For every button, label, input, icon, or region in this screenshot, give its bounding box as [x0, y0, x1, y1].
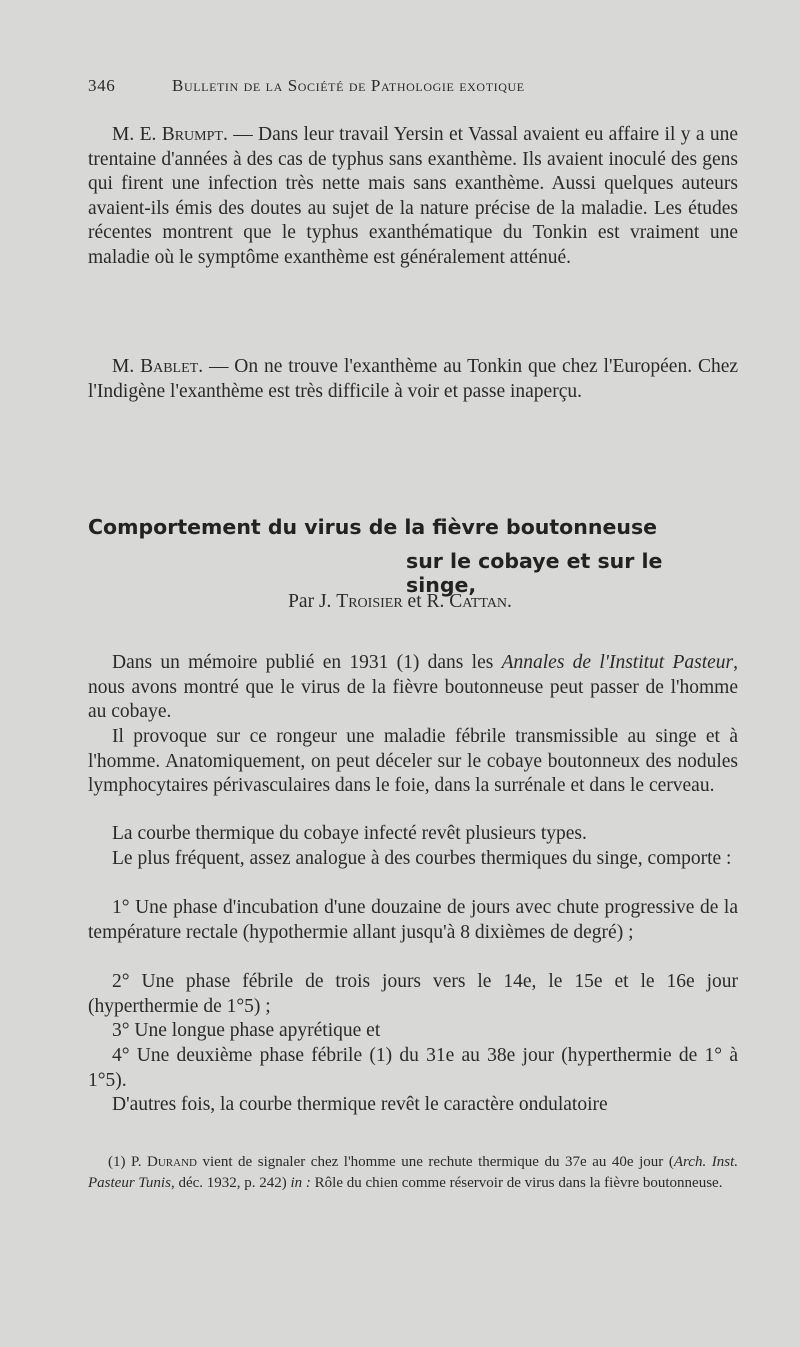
article-title-line2: sur le cobaye et sur le singe,	[406, 549, 663, 597]
list-item-2: 2° Une phase fébrile de trois jours vers le 14e, le 15e et le 16e jour (hyperthermie de 1°5) ;	[88, 971, 738, 1017]
journal-citation: Annales de l'Institut Pasteur	[501, 652, 734, 673]
byline: Par J. Troisier et R. Cattan.	[288, 591, 512, 612]
footnote-author: Durand	[147, 1154, 197, 1170]
bablet-text: — On ne trouve l'exanthème au Tonkin que chez l'Européen. Chez l'Indigène l'exanthème est très difficile à voir et passe inaperçu.	[88, 356, 739, 402]
article-paragraph-1: Dans un mémoire publié en 1931 (1) dans les Annales de l'Institut Pasteur, nous avons montré que le virus de la fièvre boutonneuse peut passer de l'homme au cobaye.	[88, 652, 739, 722]
running-title: Bulletin de la Société de Pathologie exotique	[172, 76, 525, 95]
footnote-reference: Arch. Inst. Pasteur Tunis	[88, 1154, 738, 1191]
speaker-brumpt: M. E. Brumpt.	[112, 124, 228, 145]
list-item-4: 4° Une deuxième phase fébrile (1) du 31e au 38e jour (hyperthermie de 1° à 1°5).	[88, 1045, 738, 1091]
footnote: (1) P. Durand vient de signaler chez l'homme une rechute thermique du 37e au 40e jour (Arch. Inst. Pasteur Tunis, déc. 1932, p. 242) in : Rôle du chien comme réservoir de virus dans la fièvre boutonneuse.	[88, 1154, 738, 1191]
article-title-line1: Comportement du virus de la fièvre boutonneuse	[88, 515, 658, 539]
list-item-3: 3° Une longue phase apyrétique et	[112, 1020, 381, 1041]
list-item-1: 1° Une phase d'incubation d'une douzaine de jours avec chute progressive de la température rectale (hypothermie allant jusqu'à 8 dixièmes de degré) ;	[88, 897, 738, 943]
brumpt-text: — Dans leur travail Yersin et Vassal avaient eu affaire il y a une trentaine d'années à des cas de typhus sans exanthème. Ils avaient inoculé des gens qui firent une infection très nette mais sans exanthème. Aussi quelques auteurs avaient-ils émis des doutes au sujet de la nature précise de la maladie. Les études récentes montrent que le typhus exanthématique du Tonkin est vraiment une maladie où le symptôme exanthème est généralement atténué.	[88, 124, 739, 268]
author-troisier: Troisier	[336, 591, 403, 612]
page-number: 346	[88, 76, 116, 95]
running-header	[88, 76, 738, 96]
brumpt-remark	[88, 123, 738, 270]
bablet-remark	[88, 355, 738, 404]
article-paragraph-3: La courbe thermique du cobaye infecté revêt plusieurs types.	[112, 823, 587, 844]
article-paragraph-5: D'autres fois, la courbe thermique revêt le caractère ondulatoire	[112, 1094, 608, 1115]
article-paragraph-4: Le plus fréquent, assez analogue à des courbes thermiques du singe, comporte :	[112, 848, 732, 869]
author-cattan: Cattan	[449, 591, 508, 612]
speaker-bablet: M. Bablet.	[112, 356, 204, 377]
article-paragraph-2: Il provoque sur ce rongeur une maladie fébrile transmissible au singe et à l'homme. Anatomiquement, on peut déceler sur le cobaye boutonneux des nodules lymphocytaires périvasculaires dans le foie, dans la surrénale et dans le cerveau.	[88, 726, 738, 796]
